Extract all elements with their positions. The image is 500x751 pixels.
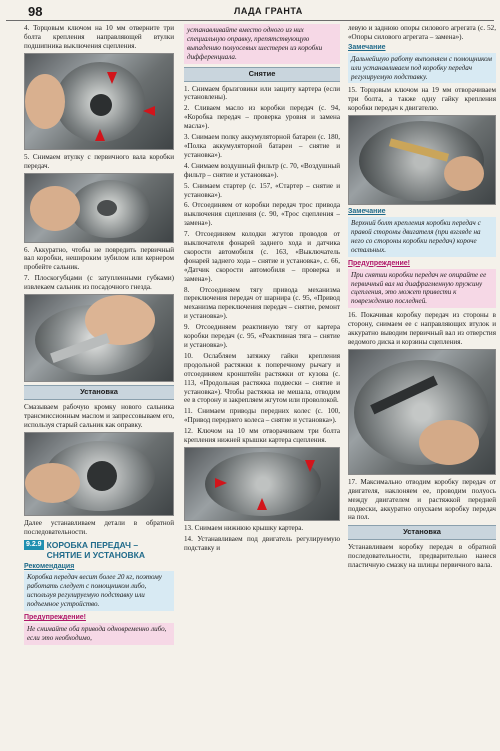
chapter-number: 9.2.9 [24,540,44,551]
step-4: 4. Торцовым ключом на 10 мм отверните три болта крепления направляющей втулки подшипника выключения сцепления. [24,24,174,50]
install-text: Смазываем рабочую кромку нового сальника трансмиссионным маслом и запрессовываем его, используя старый сальник как оправку. [24,402,174,429]
removal-step-8: 8. Отсоединяем тягу привода механизма переключения передач от шарнира (с. 95, «Привод механизма переключения передач – снятие, ремонт и установка»). [184,285,340,321]
chapter-heading [24,540,174,560]
removal-step-4: 4. Снимаем воздушный фильтр (с. 70, «Воздушный фильтр – снятие и установка»). [184,161,340,179]
removal-step-12: 12. Ключом на 10 мм отворачиваем три болта крепления нижней крышки картера сцепления. [184,427,340,445]
removal-step-14: 14. Устанавливаем под двигатель регулируемую подставку и [184,534,340,552]
note-heading: Замечание [348,43,386,51]
step-14-continued: левую и заднюю опоры силового агрегата (с. 52, «Опоры силового агрегата – замена»). [348,24,496,41]
removal-heading: Снятие [184,67,340,82]
install2-heading: Установка [348,525,496,540]
running-title: ЛАДА ГРАНТА [234,6,303,16]
photo-remove-sleeve [24,173,174,243]
removal-step-17: 17. Максимально отводим коробку передач от двигателя, наклоняем ее, проводим полуось между двигателем и растяжкой передней подвески, аккуратно опускаем коробку передач на пол. [348,477,496,522]
page-number: 98 [28,4,43,19]
column-right [348,24,496,747]
column-middle [184,24,340,747]
warning2-text: При снятии коробки передач не опирайте ее первичный вал на диафрагменную пружину сцепления, это может привести к повреждению последней. [348,269,496,309]
removal-step-13: 13. Снимаем нижнюю крышку картера. [184,523,304,532]
page-header [6,4,494,21]
removal-step-2: 2. Сливаем масло из коробки передач (с. 94, «Коробка передач – проверка уровня и замена масла»). [184,104,340,131]
photo-lower-gearbox [348,349,496,475]
warning-text: Не снимайте оба привода одновременно либо, если это необходимо, [24,623,174,645]
removal-step-9: 9. Отсоединяем реактивную тягу от картера коробки передач (с. 95, «Реактивная тяга – снятие и установка»). [184,323,340,349]
step-6: 6. Аккуратно, чтобы не повредить первичный вал коробки, нешироким зубилом или кернером пробейте сальник. [24,245,174,272]
note2-heading: Замечание [348,208,386,216]
recommendation-heading: Рекомендация [24,562,75,570]
photo-extract-seal [24,294,174,382]
removal-step-5: 5. Снимаем стартер (с. 157, «Стартер – снятие и установка»). [184,181,340,199]
install2-text: Устанавливаем коробку передач в обратной последовательности, предварительно нанеся пластичную смазку на шлицы первичного вала. [348,543,496,570]
note-text: Дальнейшую работу выполняем с помощником или устанавливаем под коробку передач регулируемую подставку. [348,53,496,84]
removal-step-11: 11. Снимаем приводы передних колес (с. 100, «Привод переднего колеса – снятие и установка»). [184,407,340,425]
note2-text: Верхний болт крепления коробки передач с правой стороны двигателя (при взгляде на него со стороны коробки передач) короче остальных. [348,217,496,257]
step-5: 5. Снимаем втулку с первичного вала коробки передач. [24,152,174,170]
removal-step-1: 1. Снимаем брызговики или защиту картера (если установлены). [184,84,340,102]
removal-step-10: 10. Ослабляем затяжку гайки крепления продольной растяжки к поперечному рычагу и отсоединяем кронштейн растяжки от кузова (с. 113, «Продольная растяжка подвески – снятие и установка»). Чтобы растяжка не мешала, отводим ее в сторону и закрепляем жгутом или проволокой. [184,351,340,405]
removal-step-7: 7. Отсоединяем колодки жгутов проводов от выключателя фонарей заднего хода и датчика скорости автомобиля (с. 163, «Выключатель фонарей заднего хода – снятие и установка», с. 66, «Датчик скорости автомобиля – проверка и замена»). [184,230,340,283]
recommendation-text: Коробка передач весит более 20 кг, поэтому работать следует с помощником либо, используя регулируемую подставку или подъемное устройство. [24,571,174,611]
photo-guide-sleeve-bolts [24,53,174,150]
warning-continued: устанавливайте вместо одного из них специальную оправку, препятствующую выпадению полуосевых шестерен из коробки дифференциала. [184,24,340,64]
removal-step-3: 3. Снимаем полку аккумуляторной батареи (с. 180, «Полка аккумуляторной батареи – снятие и установка»). [184,133,340,159]
step-7: 7. Плоскогубцами (с затупленными губками) извлекаем сальник из посадочного гнезда. [24,274,174,292]
removal-step-6: 6. Отсоединяем от коробки передач трос привода выключения сцепления (с. 90, «Трос сцепления – замена»). [184,201,340,228]
removal-step-16: 16. Покачивая коробку передач из стороны в сторону, снимаем ее с направляющих втулок и аккуратно выводим первичный вал из отверстия ведомого диска и корзины сцепления. [348,311,496,346]
column-left [24,24,174,747]
chapter-title: КОРОБКА ПЕРЕДАЧ – СНЯТИЕ И УСТАНОВКА [46,539,145,560]
photo-press-seal [24,432,174,516]
photo-gearbox-bolts [348,115,496,205]
warning-heading: Предупреждение! [24,614,86,622]
warning2-heading: Предупреждение! [348,259,410,267]
photo-clutch-cover-bolts [184,447,340,521]
further-text: Далее устанавливаем детали в обратной последовательности. [24,518,174,536]
install-heading: Установка [24,385,174,400]
removal-step-15: 15. Торцовым ключом на 19 мм отворачиваем три болта, а также одну гайку крепления коробки передач к двигателю. [348,86,496,113]
